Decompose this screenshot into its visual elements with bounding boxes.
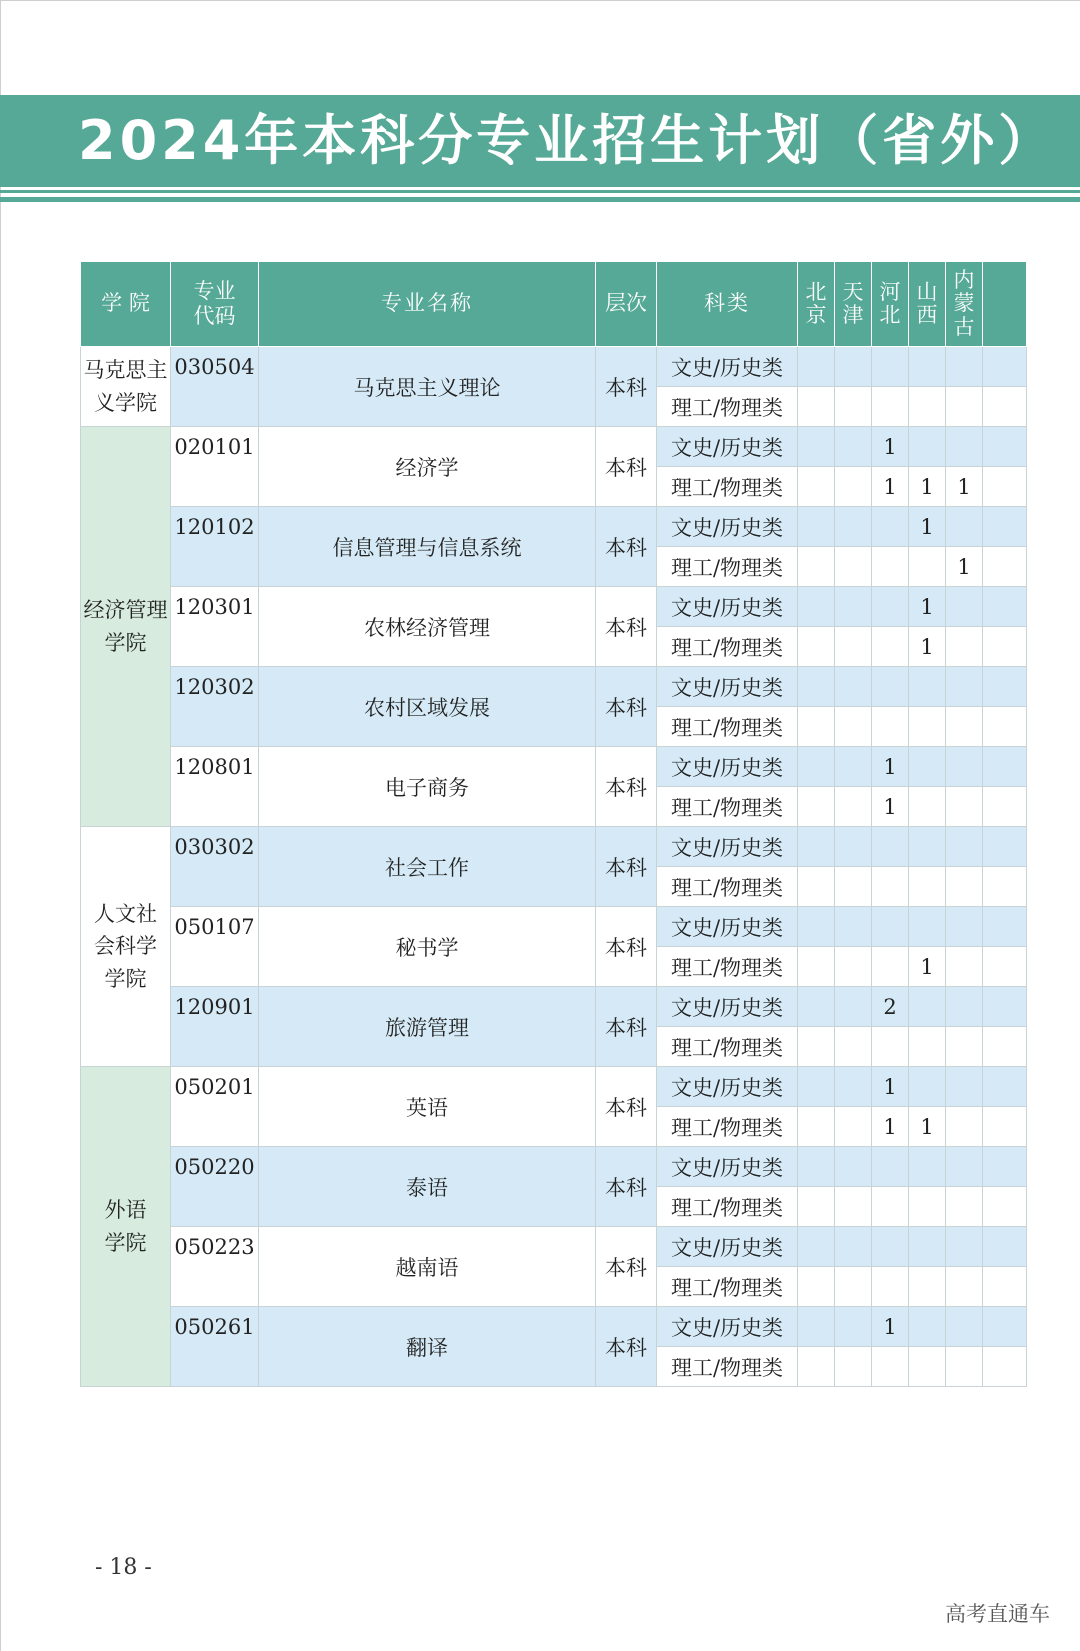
quota-cell (946, 387, 983, 427)
header-college: 学 院 (81, 262, 171, 347)
table-row (81, 347, 1027, 387)
quota-cell (946, 667, 983, 707)
subject-category: 理工/物理类 (657, 467, 798, 507)
major-level: 本科 (596, 667, 657, 747)
major-name: 农村区域发展 (259, 667, 596, 747)
major-level: 本科 (596, 1067, 657, 1147)
major-code: 050107 (171, 907, 259, 987)
header-province-label: 山西 (916, 279, 938, 327)
quota-cell (909, 667, 946, 707)
quota-cell (798, 587, 835, 627)
quota-cell (798, 1307, 835, 1347)
quota-cell (835, 1107, 872, 1147)
quota-cell (798, 467, 835, 507)
quota-cell: 1 (872, 747, 909, 787)
quota-cell (835, 827, 872, 867)
quota-cell (946, 1067, 983, 1107)
college-cell (81, 1067, 171, 1387)
quota-cell (946, 907, 983, 947)
major-name: 泰语 (259, 1147, 596, 1227)
major-level: 本科 (596, 1147, 657, 1227)
quota-cell (909, 1067, 946, 1107)
table-row (81, 507, 1027, 547)
quota-cell (835, 1267, 872, 1307)
quota-cell (798, 747, 835, 787)
quota-cell (798, 347, 835, 387)
quota-cell (909, 347, 946, 387)
quota-cell-overflow (983, 947, 1027, 987)
quota-cell: 1 (946, 547, 983, 587)
table-row (81, 987, 1027, 1027)
major-code: 120301 (171, 587, 259, 667)
quota-cell (835, 947, 872, 987)
quota-cell (872, 947, 909, 987)
subject-category: 文史/历史类 (657, 1067, 798, 1107)
header-province-label: 天津 (842, 279, 864, 327)
header-province-label: 内蒙古 (953, 268, 975, 339)
quota-cell (946, 1347, 983, 1387)
quota-cell (798, 627, 835, 667)
quota-cell (835, 387, 872, 427)
college-name: 经济管理学院 (83, 597, 168, 655)
quota-cell (946, 1027, 983, 1067)
quota-cell-overflow (983, 387, 1027, 427)
quota-cell: 1 (872, 467, 909, 507)
quota-cell-overflow (983, 907, 1027, 947)
quota-cell-overflow (983, 1307, 1027, 1347)
quota-cell-overflow (983, 1227, 1027, 1267)
quota-cell (946, 507, 983, 547)
quota-cell (835, 787, 872, 827)
major-name: 社会工作 (259, 827, 596, 907)
major-code: 050223 (171, 1227, 259, 1307)
quota-cell (835, 1347, 872, 1387)
major-name: 翻译 (259, 1307, 596, 1387)
quota-cell-overflow (983, 747, 1027, 787)
header-category: 科类 (657, 262, 798, 347)
quota-cell-overflow (983, 1107, 1027, 1147)
major-level: 本科 (596, 987, 657, 1067)
quota-cell (909, 427, 946, 467)
college-name: 马克思主义学院 (83, 357, 168, 415)
subject-category: 文史/历史类 (657, 587, 798, 627)
quota-cell (835, 587, 872, 627)
quota-cell (798, 427, 835, 467)
major-name: 秘书学 (259, 907, 596, 987)
quota-cell: 1 (909, 627, 946, 667)
quota-cell (798, 1187, 835, 1227)
quota-cell (798, 947, 835, 987)
title-rule-thin (0, 190, 1080, 193)
quota-cell (872, 907, 909, 947)
quota-cell-overflow (983, 1027, 1027, 1067)
major-code: 030302 (171, 827, 259, 907)
quota-cell (946, 427, 983, 467)
quota-cell (872, 827, 909, 867)
quota-cell (946, 787, 983, 827)
subject-category: 文史/历史类 (657, 827, 798, 867)
quota-cell (798, 827, 835, 867)
quota-cell (872, 1147, 909, 1187)
major-name: 旅游管理 (259, 987, 596, 1067)
quota-cell (909, 867, 946, 907)
table-header-row (81, 262, 1027, 347)
quota-cell-overflow (983, 427, 1027, 467)
subject-category: 文史/历史类 (657, 507, 798, 547)
quota-cell-overflow (983, 547, 1027, 587)
quota-cell: 1 (909, 467, 946, 507)
college-cell (81, 827, 171, 1067)
quota-cell (835, 547, 872, 587)
quota-cell (946, 1187, 983, 1227)
major-name: 马克思主义理论 (259, 347, 596, 427)
quota-cell (909, 1147, 946, 1187)
subject-category: 文史/历史类 (657, 427, 798, 467)
quota-cell (798, 787, 835, 827)
table-row (81, 1147, 1027, 1187)
quota-cell (946, 1267, 983, 1307)
quota-cell (835, 507, 872, 547)
major-level: 本科 (596, 507, 657, 587)
major-code: 050220 (171, 1147, 259, 1227)
table-row (81, 747, 1027, 787)
subject-category: 理工/物理类 (657, 1187, 798, 1227)
college-name: 人文社会科学学院 (94, 901, 157, 991)
quota-cell: 1 (872, 427, 909, 467)
college-cell (81, 427, 171, 827)
subject-category: 理工/物理类 (657, 1027, 798, 1067)
quota-cell (835, 747, 872, 787)
subject-category: 理工/物理类 (657, 387, 798, 427)
quota-cell (798, 1147, 835, 1187)
college-name: 外语学院 (104, 1197, 147, 1255)
quota-cell (835, 1027, 872, 1067)
table-row (81, 1067, 1027, 1107)
quota-cell (798, 387, 835, 427)
quota-cell (798, 707, 835, 747)
quota-cell (835, 987, 872, 1027)
quota-cell (798, 1067, 835, 1107)
quota-cell (798, 1107, 835, 1147)
quota-cell (872, 1347, 909, 1387)
major-level: 本科 (596, 1307, 657, 1387)
quota-cell: 1 (946, 467, 983, 507)
quota-cell (946, 587, 983, 627)
quota-cell (872, 587, 909, 627)
subject-category: 文史/历史类 (657, 1307, 798, 1347)
subject-category: 文史/历史类 (657, 347, 798, 387)
quota-cell-overflow (983, 867, 1027, 907)
subject-category: 理工/物理类 (657, 947, 798, 987)
quota-cell (946, 987, 983, 1027)
quota-cell-overflow (983, 1067, 1027, 1107)
quota-cell-overflow (983, 467, 1027, 507)
table-row (81, 667, 1027, 707)
quota-cell (946, 947, 983, 987)
quota-cell (872, 867, 909, 907)
quota-cell (835, 1227, 872, 1267)
quota-cell (835, 1067, 872, 1107)
major-code: 120302 (171, 667, 259, 747)
quota-cell: 1 (909, 507, 946, 547)
quota-cell (909, 907, 946, 947)
quota-cell (946, 1227, 983, 1267)
major-code: 120801 (171, 747, 259, 827)
quota-cell (835, 867, 872, 907)
subject-category: 理工/物理类 (657, 547, 798, 587)
quota-cell (835, 427, 872, 467)
quota-cell (909, 547, 946, 587)
quota-cell: 2 (872, 987, 909, 1027)
quota-cell-overflow (983, 1147, 1027, 1187)
header-province-shanxi (909, 262, 946, 347)
quota-cell (835, 707, 872, 747)
major-level: 本科 (596, 827, 657, 907)
major-level: 本科 (596, 907, 657, 987)
quota-cell: 1 (909, 947, 946, 987)
enrollment-plan-table (80, 261, 1027, 1387)
subject-category: 理工/物理类 (657, 627, 798, 667)
subject-category: 理工/物理类 (657, 1347, 798, 1387)
major-name: 信息管理与信息系统 (259, 507, 596, 587)
subject-category: 理工/物理类 (657, 707, 798, 747)
table-row (81, 1307, 1027, 1347)
watermark: 高考直通车 (945, 1602, 1050, 1626)
quota-cell: 1 (872, 1067, 909, 1107)
title-rule-thick (0, 197, 1080, 202)
quota-cell-overflow (983, 987, 1027, 1027)
major-level: 本科 (596, 427, 657, 507)
quota-cell (835, 1147, 872, 1187)
subject-category: 文史/历史类 (657, 747, 798, 787)
quota-cell (835, 627, 872, 667)
major-code: 020101 (171, 427, 259, 507)
quota-cell (872, 347, 909, 387)
quota-cell (835, 467, 872, 507)
major-level: 本科 (596, 587, 657, 667)
quota-cell (798, 907, 835, 947)
major-name: 农林经济管理 (259, 587, 596, 667)
quota-cell (909, 987, 946, 1027)
quota-cell (909, 827, 946, 867)
major-level: 本科 (596, 347, 657, 427)
quota-cell (872, 1227, 909, 1267)
quota-cell: 1 (872, 1307, 909, 1347)
quota-cell-overflow (983, 347, 1027, 387)
major-code: 050261 (171, 1307, 259, 1387)
quota-cell (835, 907, 872, 947)
quota-cell: 1 (909, 587, 946, 627)
subject-category: 文史/历史类 (657, 987, 798, 1027)
quota-cell (946, 1107, 983, 1147)
quota-cell (909, 1267, 946, 1307)
quota-cell-overflow (983, 627, 1027, 667)
quota-cell (946, 827, 983, 867)
header-province-neimenggu (946, 262, 983, 347)
quota-cell (872, 667, 909, 707)
quota-cell (798, 1027, 835, 1067)
page-number: - 18 - (95, 1555, 152, 1580)
major-name: 电子商务 (259, 747, 596, 827)
quota-cell (946, 867, 983, 907)
quota-cell (798, 867, 835, 907)
subject-category: 理工/物理类 (657, 867, 798, 907)
quota-cell (872, 1027, 909, 1067)
quota-cell (835, 347, 872, 387)
quota-cell (798, 987, 835, 1027)
major-level: 本科 (596, 1227, 657, 1307)
table-row (81, 907, 1027, 947)
quota-cell (872, 707, 909, 747)
quota-cell (872, 627, 909, 667)
header-province-more (983, 262, 1027, 347)
subject-category: 文史/历史类 (657, 907, 798, 947)
quota-cell (909, 1227, 946, 1267)
quota-cell (798, 1227, 835, 1267)
subject-category: 理工/物理类 (657, 1267, 798, 1307)
major-code: 120102 (171, 507, 259, 587)
quota-cell (872, 547, 909, 587)
major-code: 050201 (171, 1067, 259, 1147)
header-province-label: 河北 (879, 279, 901, 327)
quota-cell (909, 707, 946, 747)
quota-cell-overflow (983, 507, 1027, 547)
header-code (171, 262, 259, 347)
quota-cell (835, 1307, 872, 1347)
major-name: 英语 (259, 1067, 596, 1147)
quota-cell (798, 667, 835, 707)
quota-cell (798, 1347, 835, 1387)
quota-cell-overflow (983, 587, 1027, 627)
quota-cell-overflow (983, 1347, 1027, 1387)
quota-cell (946, 747, 983, 787)
quota-cell (909, 787, 946, 827)
major-code: 030504 (171, 347, 259, 427)
quota-cell (909, 1027, 946, 1067)
quota-cell-overflow (983, 787, 1027, 827)
major-level: 本科 (596, 747, 657, 827)
quota-cell (798, 547, 835, 587)
header-province-hebei (872, 262, 909, 347)
major-code: 120901 (171, 987, 259, 1067)
subject-category: 理工/物理类 (657, 787, 798, 827)
quota-cell-overflow (983, 1267, 1027, 1307)
major-name: 经济学 (259, 427, 596, 507)
major-name: 越南语 (259, 1227, 596, 1307)
quota-cell (909, 387, 946, 427)
header-province-beijing (798, 262, 835, 347)
quota-cell (946, 627, 983, 667)
subject-category: 文史/历史类 (657, 1147, 798, 1187)
quota-cell (798, 507, 835, 547)
quota-cell: 1 (909, 1107, 946, 1147)
header-code-text: 专业代码 (193, 278, 236, 328)
quota-cell (909, 747, 946, 787)
table-row (81, 427, 1027, 467)
table-row (81, 1227, 1027, 1267)
subject-category: 文史/历史类 (657, 1227, 798, 1267)
quota-cell-overflow (983, 707, 1027, 747)
quota-cell (835, 667, 872, 707)
header-province-label: 北京 (805, 279, 827, 327)
quota-cell (835, 1187, 872, 1227)
quota-cell (946, 1307, 983, 1347)
quota-cell-overflow (983, 1187, 1027, 1227)
quota-cell (872, 1187, 909, 1227)
quota-cell (946, 347, 983, 387)
page-title: 2024年本科分专业招生计划（省外） (78, 109, 1057, 172)
table-row (81, 587, 1027, 627)
quota-cell (872, 387, 909, 427)
quota-cell (909, 1347, 946, 1387)
quota-cell-overflow (983, 827, 1027, 867)
quota-cell-overflow (983, 667, 1027, 707)
quota-cell (909, 1307, 946, 1347)
table-row (81, 827, 1027, 867)
quota-cell (798, 1267, 835, 1307)
subject-category: 理工/物理类 (657, 1107, 798, 1147)
quota-cell (946, 1147, 983, 1187)
quota-cell (946, 707, 983, 747)
quota-cell (872, 1267, 909, 1307)
header-level: 层次 (596, 262, 657, 347)
quota-cell (909, 1187, 946, 1227)
quota-cell: 1 (872, 787, 909, 827)
quota-cell (872, 507, 909, 547)
header-province-tianjin (835, 262, 872, 347)
subject-category: 文史/历史类 (657, 667, 798, 707)
college-cell (81, 347, 171, 427)
header-major-name: 专业名称 (259, 262, 596, 347)
table-body (81, 347, 1027, 1387)
quota-cell: 1 (872, 1107, 909, 1147)
